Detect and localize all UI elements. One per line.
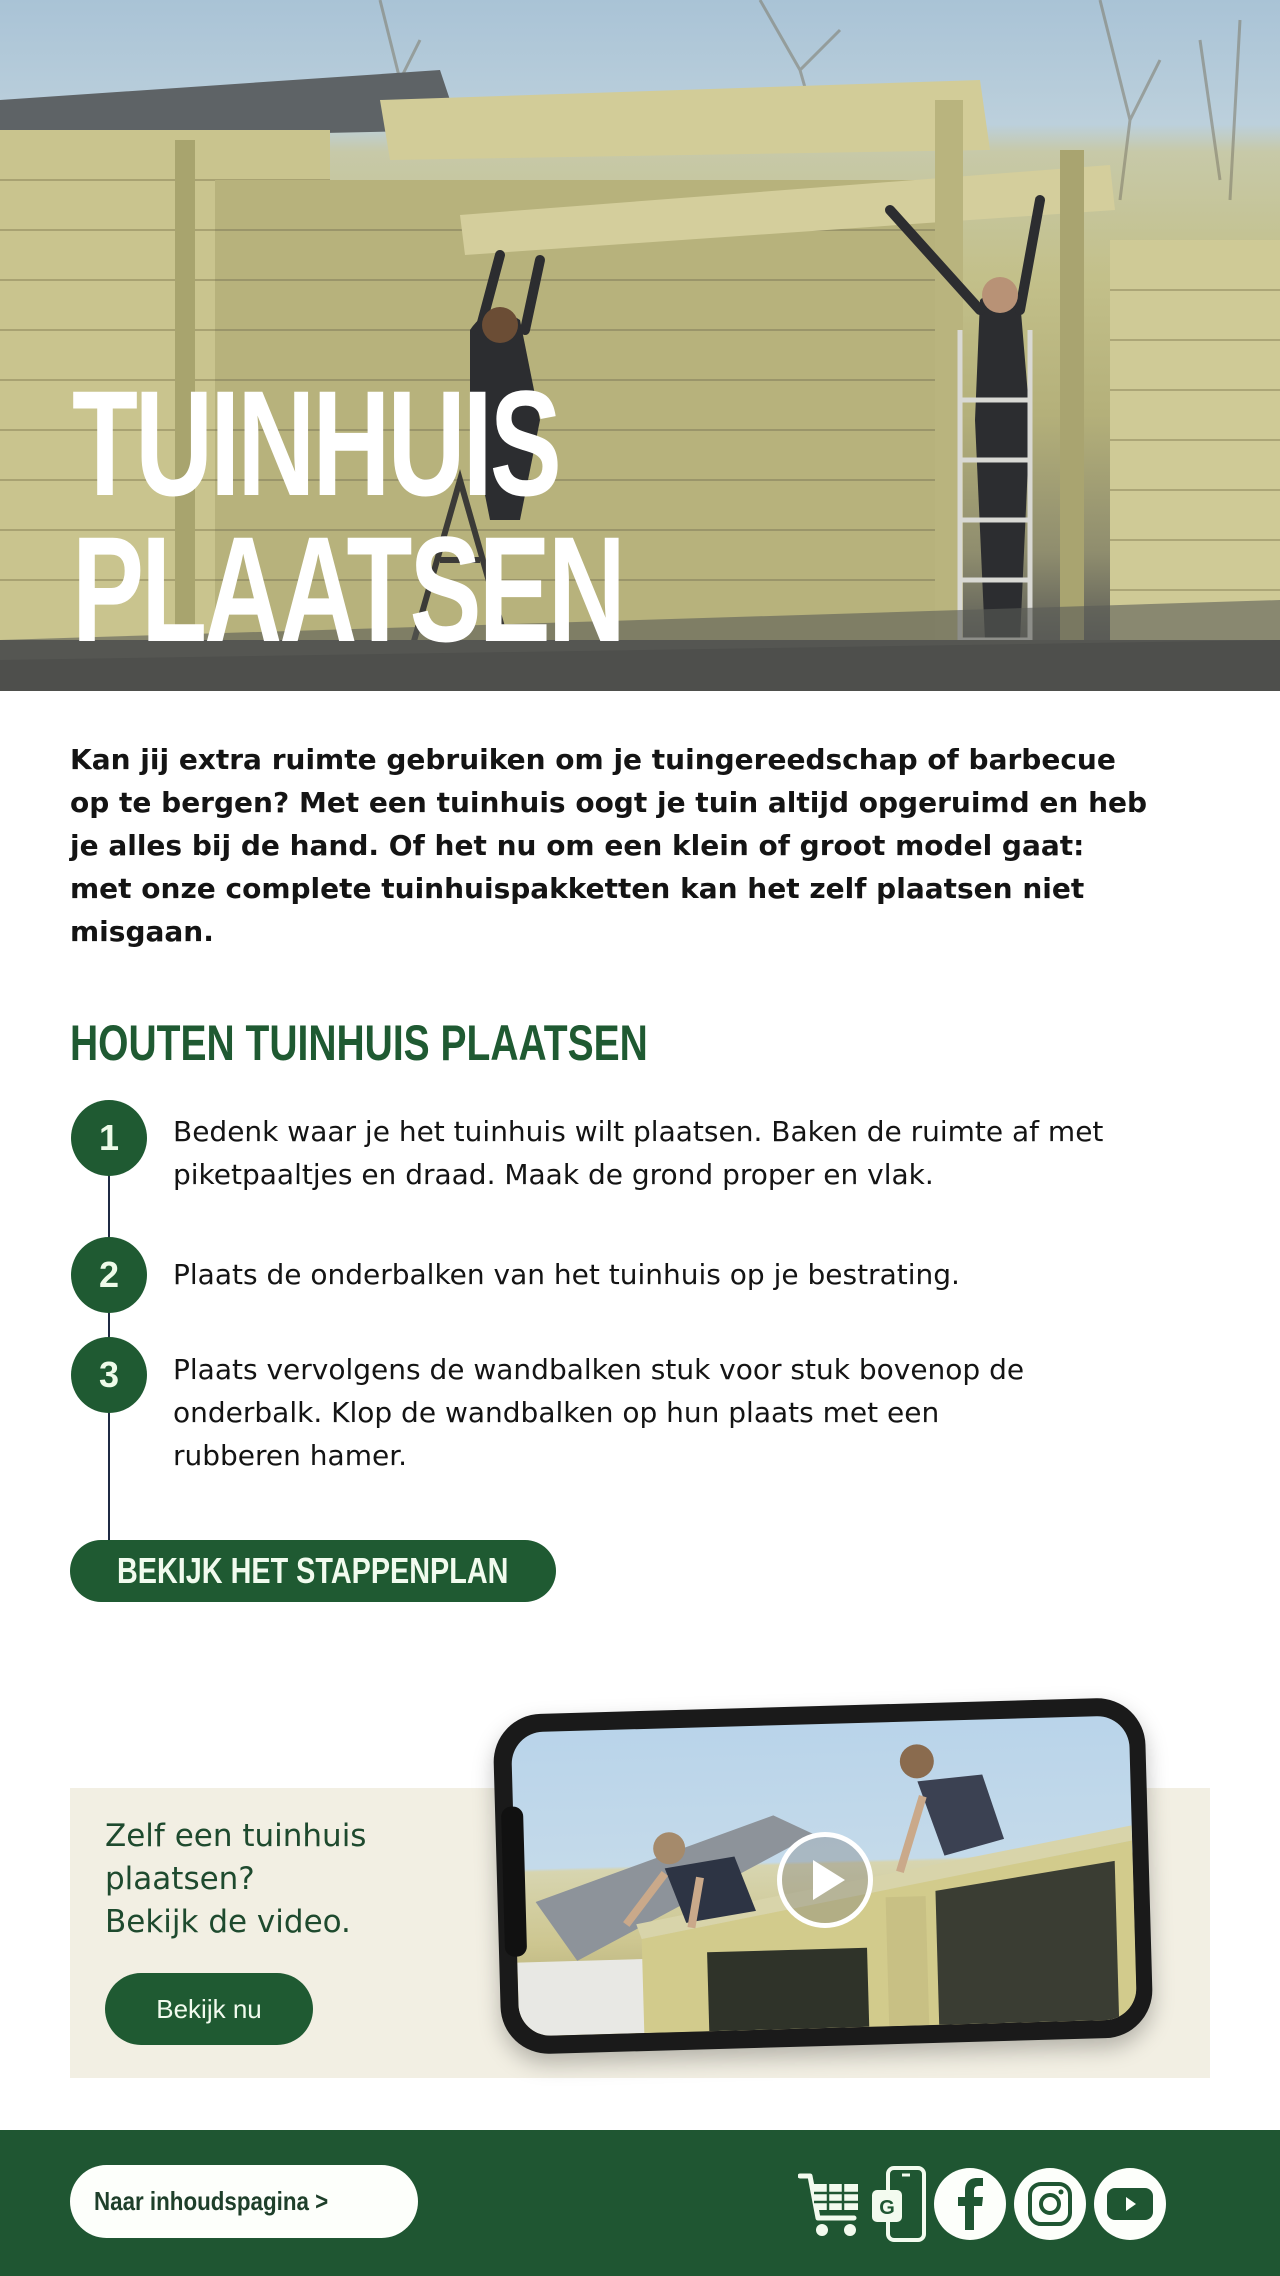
- section-heading: HOUTEN TUINHUIS PLAATSEN: [70, 1015, 648, 1071]
- step-text-1: Bedenk waar je het tuinhuis wilt plaatsen. Baken de ruimte af met piketpaaltjes en draad. Maak de grond proper en vlak.: [173, 1115, 1104, 1191]
- app-icon[interactable]: [870, 2166, 926, 2242]
- instagram-icon[interactable]: [1014, 2168, 1086, 2240]
- table-of-contents-label: Naar inhoudspagina >: [94, 2186, 329, 2216]
- cart-icon[interactable]: [798, 2168, 862, 2240]
- step-number-3: 3: [71, 1337, 147, 1413]
- play-icon: [813, 1860, 845, 1900]
- watch-now-button[interactable]: Bekijk nu: [105, 1973, 313, 2045]
- video-promo-line-1: Zelf een tuinhuis: [105, 1818, 367, 1854]
- view-step-plan-label: BEKIJK HET STAPPENPLAN: [117, 1550, 509, 1591]
- table-of-contents-link[interactable]: [70, 2165, 418, 2238]
- facebook-icon[interactable]: [934, 2168, 1006, 2240]
- footer-icon-row: [798, 2166, 1166, 2242]
- video-promo-text: [105, 1815, 435, 1944]
- view-step-plan-button[interactable]: [70, 1540, 556, 1602]
- hero-title-line-1: TUINHUIS: [72, 359, 559, 527]
- step-text-3: Plaats vervolgens de wandbalken stuk voor stuk bovenop de onderbalk. Klop de wandbalken op hun plaats met een rubberen hamer.: [173, 1353, 1025, 1472]
- phone-notch: [501, 1806, 527, 1957]
- hero-title-line-2: PLAATSEN: [72, 505, 623, 673]
- hero-title: [72, 359, 623, 673]
- step-text-2: Plaats de onderbalken van het tuinhuis op je bestrating.: [173, 1258, 960, 1291]
- video-promo-line-2: plaatsen?: [105, 1861, 255, 1897]
- video-promo-line-3: Bekijk de video.: [105, 1904, 351, 1940]
- intro-paragraph: Kan jij extra ruimte gebruiken om je tuingereedschap of barbecue op te bergen? Met een tuinhuis oogt je tuin altijd opgeruimd en heb je alles bij de hand. Of het nu om een klein of groot model gaat: met onze complete tuinhuispakketten kan het zelf plaatsen niet misgaan.: [70, 743, 1148, 948]
- play-video-button[interactable]: [777, 1832, 873, 1928]
- step-number-1: 1: [71, 1100, 147, 1176]
- hero-banner: [0, 0, 1280, 691]
- step-number-2: 2: [71, 1237, 147, 1313]
- youtube-icon[interactable]: [1094, 2168, 1166, 2240]
- svg-text:G: G: [879, 2197, 895, 2219]
